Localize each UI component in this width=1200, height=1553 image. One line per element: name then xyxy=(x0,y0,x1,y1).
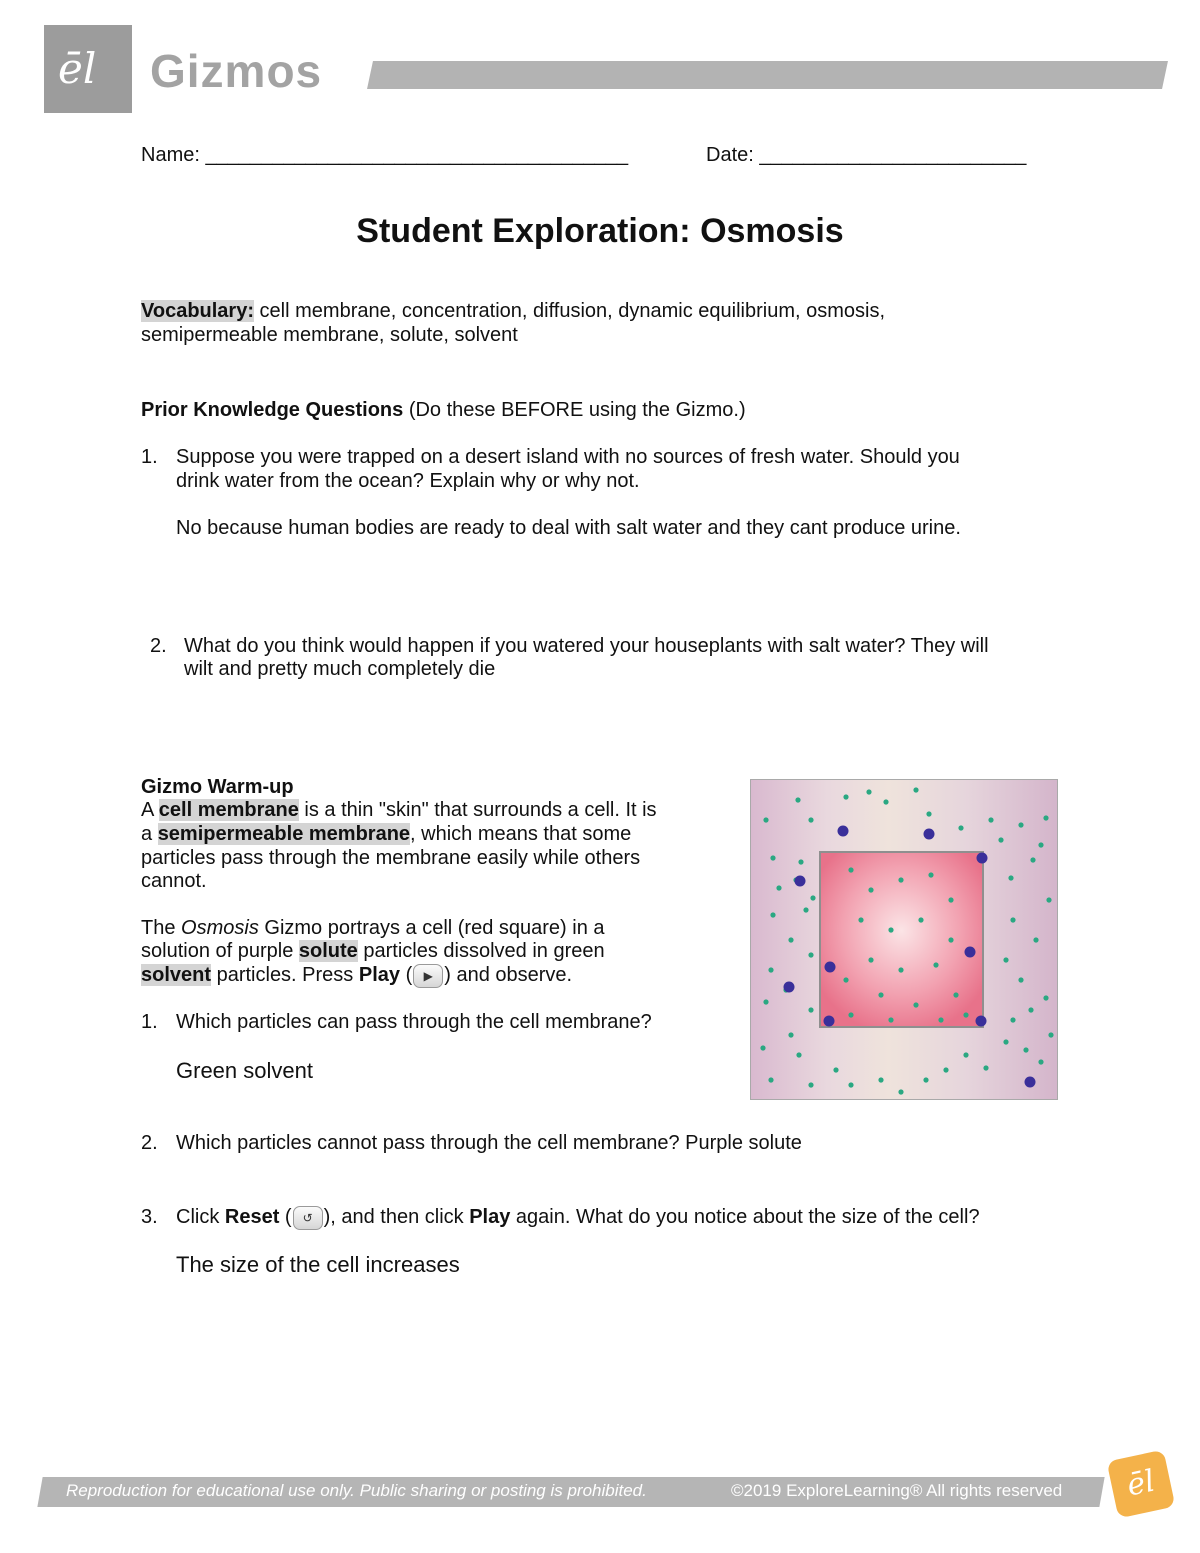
footer-logo-icon: ēl xyxy=(1107,1450,1176,1519)
text-run: The xyxy=(141,917,182,939)
solvent-particle xyxy=(1028,1007,1033,1012)
solute-particle xyxy=(825,962,836,973)
solvent-particle xyxy=(1003,1039,1008,1044)
name-field xyxy=(141,143,628,167)
date-field xyxy=(706,143,1026,167)
solvent-particle xyxy=(998,837,1003,842)
solvent-particle xyxy=(788,1032,793,1037)
term-semipermeable-membrane: semipermeable membrane xyxy=(157,823,411,845)
prior-q2-line-1: What do you think would happen if you watered your houseplants with salt water? They will xyxy=(184,635,989,657)
date-line: ________________________ xyxy=(759,144,1027,166)
solvent-particle xyxy=(958,825,963,830)
prior-q1-number: 1. xyxy=(141,446,158,468)
solvent-particle xyxy=(848,1082,853,1087)
prior-q1-answer: No because human bodies are ready to deal with salt water and they cant produce urine. xyxy=(176,517,961,539)
warmup-p1-line-1 xyxy=(141,798,657,822)
solvent-particle xyxy=(878,1077,883,1082)
vocabulary-line-1 xyxy=(141,299,885,323)
page-title: Student Exploration: Osmosis xyxy=(356,212,844,250)
text-run: a xyxy=(141,823,158,845)
solvent-particle xyxy=(1018,822,1023,827)
prior-q1-line-2: drink water from the ocean? Explain why or why not. xyxy=(176,470,640,492)
term-cell-membrane: cell membrane xyxy=(158,799,299,821)
text-run: again. What do you notice about the size of the cell? xyxy=(510,1206,980,1228)
warmup-heading: Gizmo Warm-up xyxy=(141,776,294,798)
solvent-particle xyxy=(1038,1059,1043,1064)
text-run: Click xyxy=(176,1206,225,1228)
solvent-particle xyxy=(983,1065,988,1070)
solvent-particle xyxy=(948,937,953,942)
footer-disclaimer: Reproduction for educational use only. Public sharing or posting is prohibited. xyxy=(66,1481,647,1500)
solvent-particle xyxy=(898,877,903,882)
text-run: solution of purple xyxy=(141,940,299,962)
solvent-particle xyxy=(1010,917,1015,922)
explorelearning-logo: ēl xyxy=(58,44,97,93)
solvent-particle xyxy=(770,912,775,917)
solvent-particle xyxy=(1033,937,1038,942)
warmup-q1-number: 1. xyxy=(141,1011,158,1033)
warmup-q2-text: Which particles cannot pass through the cell membrane? Purple solute xyxy=(176,1132,802,1154)
solvent-particle xyxy=(833,1067,838,1072)
solvent-particle xyxy=(1043,815,1048,820)
prior-knowledge-note: (Do these BEFORE using the Gizmo.) xyxy=(403,399,746,421)
solvent-particle xyxy=(848,1012,853,1017)
solute-particle xyxy=(824,1016,835,1027)
solvent-particle xyxy=(803,907,808,912)
warmup-q3-answer: The size of the cell increases xyxy=(176,1252,460,1277)
solvent-particle xyxy=(795,797,800,802)
play-icon: ▶ xyxy=(413,964,443,988)
text-run: Gizmo portrays a cell (red square) in a xyxy=(258,917,605,939)
brand-name: Gizmos xyxy=(150,45,323,97)
header-bar xyxy=(367,61,1168,89)
solvent-particle xyxy=(1030,857,1035,862)
gizmo-name: Osmosis xyxy=(181,917,259,939)
solvent-particle xyxy=(963,1052,968,1057)
solvent-particle xyxy=(763,999,768,1004)
solvent-particle xyxy=(798,859,803,864)
solvent-particle xyxy=(770,855,775,860)
text-run: ) and observe. xyxy=(444,964,573,986)
warmup-q1-answer: Green solvent xyxy=(176,1058,313,1083)
solvent-particle xyxy=(848,867,853,872)
solvent-particle xyxy=(808,817,813,822)
solute-particle xyxy=(1025,1077,1036,1088)
text-run: ( xyxy=(400,964,413,986)
warmup-q2-number: 2. xyxy=(141,1132,158,1154)
solvent-particle xyxy=(988,817,993,822)
footer-copyright: ©2019 ExploreLearning® All rights reserved xyxy=(731,1481,1063,1500)
solvent-particle xyxy=(898,1089,903,1094)
vocabulary-terms-1: cell membrane, concentration, diffusion, dynamic equilibrium, osmosis, xyxy=(254,300,886,322)
solvent-particle xyxy=(808,952,813,957)
solvent-particle xyxy=(898,967,903,972)
vocabulary-label: Vocabulary: xyxy=(141,300,254,322)
solute-particle xyxy=(924,829,935,840)
reset-icon: ↺ xyxy=(293,1206,323,1230)
warmup-p2-line-1 xyxy=(141,916,605,940)
solvent-particle xyxy=(858,917,863,922)
solvent-particle xyxy=(938,1017,943,1022)
solvent-particle xyxy=(768,967,773,972)
solute-particle xyxy=(965,947,976,958)
solvent-particle xyxy=(810,895,815,900)
text-run: ( xyxy=(279,1206,292,1228)
warmup-p1-line-3: particles pass through the membrane easily while others xyxy=(141,847,641,869)
solvent-particle xyxy=(760,1045,765,1050)
text-run: ), and then click xyxy=(323,1206,470,1228)
solvent-particle xyxy=(928,872,933,877)
solvent-particle xyxy=(1043,995,1048,1000)
term-solute: solute xyxy=(298,940,358,962)
solvent-particle xyxy=(948,897,953,902)
solvent-particle xyxy=(1010,1017,1015,1022)
solvent-particle xyxy=(808,1007,813,1012)
warmup-q1-text: Which particles can pass through the cell membrane? xyxy=(176,1011,652,1033)
play-word: Play xyxy=(469,1206,511,1228)
term-solvent: solvent xyxy=(141,964,212,986)
text-run: particles. Press xyxy=(211,964,359,986)
text-run: particles dissolved in green xyxy=(357,940,605,962)
solvent-particle xyxy=(888,1017,893,1022)
solute-particle xyxy=(784,982,795,993)
text-run: , which means that some xyxy=(410,823,632,845)
osmosis-particles-svg xyxy=(751,780,1057,1099)
name-line: ______________________________________ xyxy=(205,144,629,166)
date-label: Date: xyxy=(706,144,754,166)
solvent-particle xyxy=(763,817,768,822)
solvent-particle xyxy=(1048,1032,1053,1037)
reset-word: Reset xyxy=(224,1206,280,1228)
solvent-particle xyxy=(843,977,848,982)
solvent-particle xyxy=(843,794,848,799)
solvent-particle xyxy=(868,887,873,892)
solvent-particle xyxy=(963,1012,968,1017)
solvent-particle xyxy=(888,927,893,932)
warmup-p1-line-2 xyxy=(141,822,631,846)
text-run: is a thin "skin" that surrounds a cell. It is xyxy=(298,799,657,821)
solvent-particle xyxy=(768,1077,773,1082)
vocabulary-line-2: semipermeable membrane, solute, solvent xyxy=(141,324,518,346)
warmup-p1-line-4: cannot. xyxy=(141,870,207,892)
solvent-particle xyxy=(866,789,871,794)
solvent-particle xyxy=(878,992,883,997)
solute-particle xyxy=(795,876,806,887)
solvent-particle xyxy=(926,811,931,816)
solvent-particle xyxy=(868,957,873,962)
solvent-particle xyxy=(1046,897,1051,902)
text-run: A xyxy=(141,799,159,821)
solvent-particle xyxy=(918,917,923,922)
solvent-particle xyxy=(1003,957,1008,962)
warmup-q3-text xyxy=(176,1205,980,1230)
solvent-particle xyxy=(808,1082,813,1087)
solute-particle xyxy=(838,826,849,837)
warmup-q3-number: 3. xyxy=(141,1206,158,1228)
solvent-particle xyxy=(883,799,888,804)
solvent-particle xyxy=(1038,842,1043,847)
solvent-particle xyxy=(913,787,918,792)
play-word: Play xyxy=(358,964,401,986)
solvent-particle xyxy=(1008,875,1013,880)
name-label: Name: xyxy=(141,144,200,166)
prior-knowledge-heading: Prior Knowledge Questions xyxy=(141,399,404,421)
solvent-particle xyxy=(943,1067,948,1072)
osmosis-simulation-image xyxy=(750,779,1058,1100)
solute-particle xyxy=(977,853,988,864)
solvent-particle xyxy=(933,962,938,967)
prior-knowledge-heading-line xyxy=(141,398,746,422)
solute-particle xyxy=(976,1016,987,1027)
solvent-particle xyxy=(913,1002,918,1007)
solvent-particle xyxy=(1023,1047,1028,1052)
warmup-p2-line-3 xyxy=(141,963,572,988)
solvent-particle xyxy=(796,1052,801,1057)
warmup-p2-line-2 xyxy=(141,939,605,963)
solvent-particle xyxy=(1018,977,1023,982)
prior-q1-line-1: Suppose you were trapped on a desert island with no sources of fresh water. Should you xyxy=(176,446,960,468)
solvent-particle xyxy=(776,885,781,890)
solvent-particle xyxy=(788,937,793,942)
solvent-particle xyxy=(953,992,958,997)
prior-q2-number: 2. xyxy=(150,635,167,657)
prior-q2-line-2: wilt and pretty much completely die xyxy=(184,658,496,680)
solvent-particle xyxy=(923,1077,928,1082)
